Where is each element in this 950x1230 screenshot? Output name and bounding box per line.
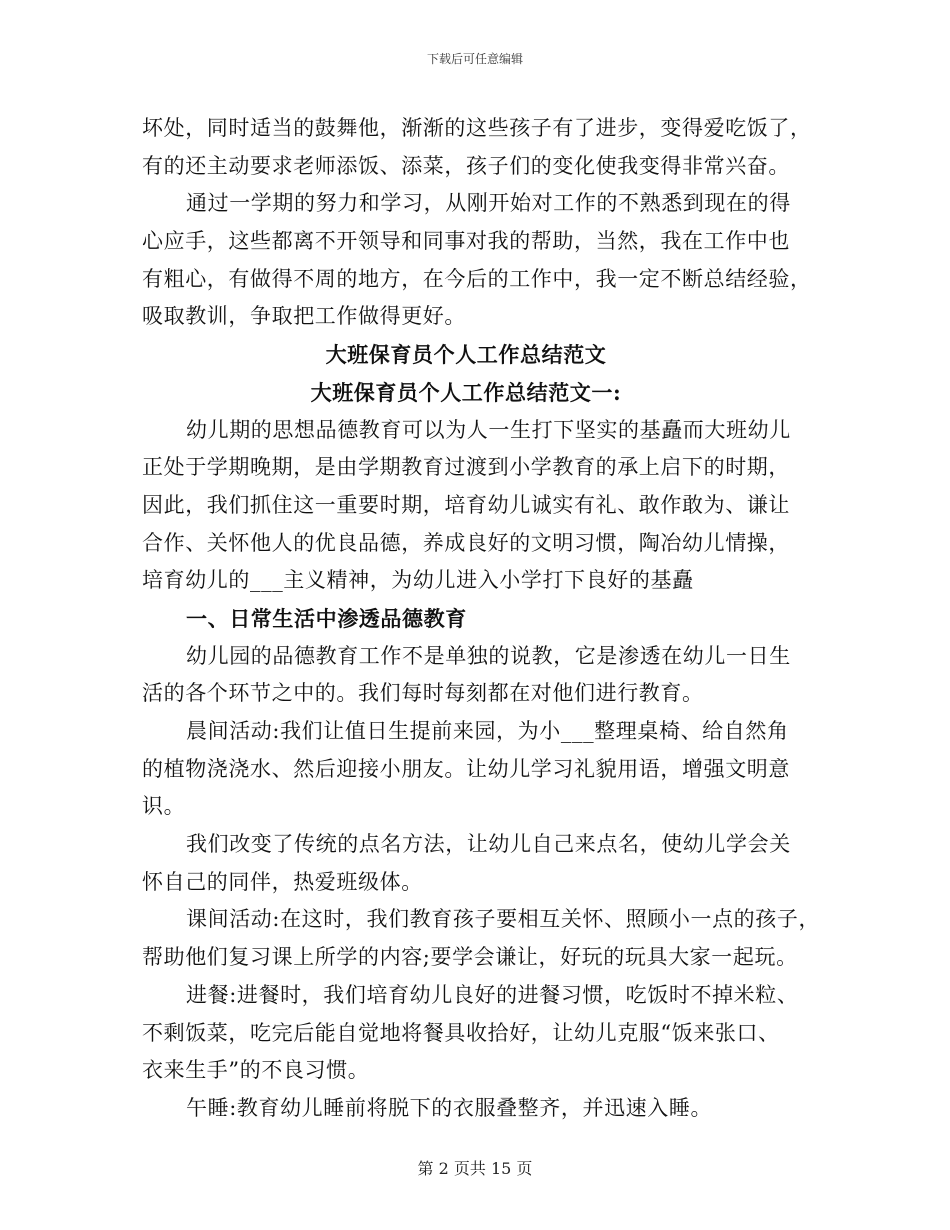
text-line: 活的各个环节之中的。我们每时每刻都在对他们进行教育。 xyxy=(142,681,704,706)
text-line: 坏处，同时适当的鼓舞他，渐渐的这些孩子有了进步，变得爱吃饭了， xyxy=(142,116,812,140)
section-heading: 一、日常生活中渗透品德教育 xyxy=(186,605,467,631)
text-line: 有粗心，有做得不周的地方，在今后的工作中，我一定不断总结经验， xyxy=(142,266,812,291)
paragraph-start: 进餐:进餐时，我们培育幼儿良好的进餐习惯，吃饭时不掉米粒、 xyxy=(186,982,799,1007)
paragraph-start: 幼儿期的思想品德教育可以为人一生打下坚实的基矗而大班幼儿 xyxy=(186,417,791,442)
text-line: 衣来生手”的不良习惯。 xyxy=(142,1058,370,1083)
text-line: 识。 xyxy=(142,794,186,819)
text-line: 心应手，这些都离不开领导和同事对我的帮助，当然，我在工作中也 xyxy=(142,229,790,254)
text-line: 吸取教训，争取把工作做得更好。 xyxy=(142,304,466,329)
text-line: 帮助他们复习课上所学的内容;要学会谦让，好玩的玩具大家一起玩。 xyxy=(142,945,798,970)
text-line: 培育幼儿的___主义精神，为幼儿进入小学打下良好的基矗 xyxy=(142,568,694,593)
paragraph-start: 通过一学期的努力和学习，从刚开始对工作的不熟悉到现在的得 xyxy=(186,191,791,216)
text-line: 的植物浇浇水、然后迎接小朋友。让幼儿学习礼貌用语，增强文明意 xyxy=(142,756,790,781)
text-line: 怀自己的同伴，热爱班级体。 xyxy=(142,869,423,894)
document-body xyxy=(142,110,821,1128)
page-header: 下载后可任意编辑 xyxy=(426,52,523,66)
paragraph-start: 午睡:教育幼儿睡前将脱下的衣服叠整齐，并迅速入睡。 xyxy=(186,1095,713,1120)
text-line: 正处于学期晚期，是由学期教育过渡到小学教育的承上启下的时期， xyxy=(142,455,790,480)
page-footer: 第 2 页共 15 页 xyxy=(417,1159,533,1178)
text-line: 有的还主动要求老师添饭、添菜，孩子们的变化使我变得非常兴奋。 xyxy=(142,153,790,178)
document-subtitle: 大班保育员个人工作总结范文一: xyxy=(310,379,622,405)
document-title: 大班保育员个人工作总结范文 xyxy=(325,342,607,368)
text-line: 不剩饭菜，吃完后能自觉地将餐具收拾好，让幼儿克服“饭来张口、 xyxy=(142,1020,780,1045)
text-line: 合作、关怀他人的优良品德，养成良好的文明习惯，陶冶幼儿情操， xyxy=(142,530,790,555)
paragraph-start: 我们改变了传统的点名方法，让幼儿自己来点名，使幼儿学会关 xyxy=(186,832,791,857)
paragraph-start: 幼儿园的品德教育工作不是单独的说教，它是渗透在幼儿一日生 xyxy=(186,643,791,668)
paragraph-start: 晨间活动:我们让值日生提前来园，为小___整理桌椅、给自然角 xyxy=(186,719,789,743)
text-line: 因此，我们抓住这一重要时期，培育幼儿诚实有礼、敢作敢为、谦让 xyxy=(142,492,790,517)
paragraph-start: 课间活动:在这时，我们教育孩子要相互关怀、照顾小一点的孩子， xyxy=(186,907,821,932)
